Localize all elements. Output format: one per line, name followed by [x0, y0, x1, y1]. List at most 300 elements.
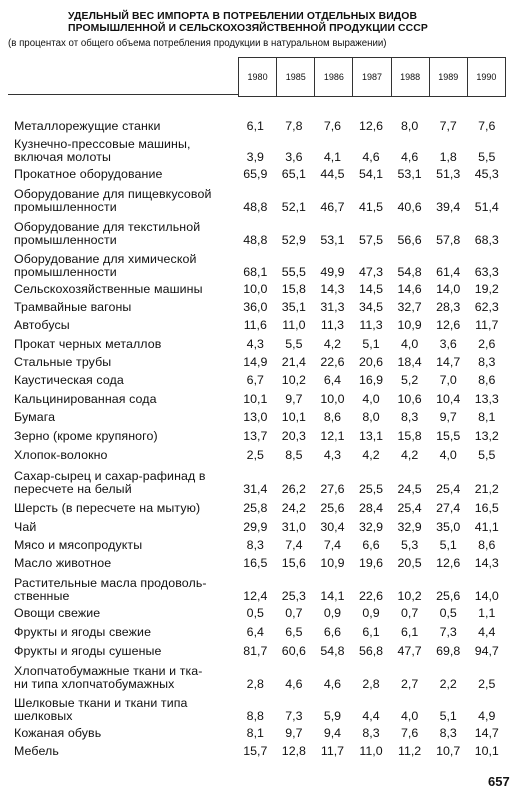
- table-cell: 10,7: [436, 744, 461, 758]
- row-label: [14, 188, 236, 214]
- table-cell: 7,6: [323, 119, 342, 133]
- row-label-line: Оборудование для текстильной: [14, 220, 201, 234]
- table-cell: 10,1: [474, 744, 499, 758]
- table-cell: 60,6: [281, 644, 306, 658]
- row-label: [14, 338, 236, 351]
- row-label: [14, 607, 236, 620]
- table-cell: 9,7: [439, 410, 457, 424]
- table-cell: 4,3: [246, 337, 264, 351]
- table-cell: 2,8: [362, 677, 380, 691]
- table-cell: 14,1: [320, 589, 345, 603]
- table-cell: 8,0: [400, 119, 419, 133]
- row-label-line: промышленности: [14, 265, 117, 279]
- row-label: [14, 539, 236, 552]
- table-cell: 2,6: [478, 337, 496, 351]
- row-label-line: Кожаная обувь: [14, 726, 102, 740]
- table-cell: 6,1: [400, 625, 419, 639]
- table-cell: 40,6: [397, 200, 422, 214]
- table-cell: 12,4: [243, 589, 268, 603]
- table-cell: 0,5: [439, 606, 457, 620]
- table-cell: 14,5: [358, 282, 384, 296]
- table-cell: 10,2: [281, 373, 306, 387]
- table-cell: 15,8: [397, 429, 422, 443]
- table-cell: 81,7: [243, 644, 268, 658]
- table-cell: 11,3: [359, 318, 383, 332]
- table-cell: 6,7: [246, 373, 264, 387]
- table-cell: 5,9: [323, 709, 342, 723]
- table-cell: 30,4: [320, 520, 345, 534]
- row-label-line: пересчете на белый: [14, 482, 132, 496]
- table-cell: 29,9: [243, 520, 268, 534]
- row-values: [236, 645, 506, 658]
- table-cell: 28,4: [358, 501, 384, 515]
- table-cell: 12,1: [320, 429, 345, 443]
- table-cell: 49,9: [320, 265, 345, 279]
- table-cell: 7,3: [439, 625, 457, 639]
- table-cell: 4,3: [323, 448, 342, 462]
- table-cell: 41,1: [474, 520, 499, 534]
- table-cell: 44,5: [320, 167, 345, 181]
- row-values: [236, 234, 506, 247]
- table-cell: 94,7: [474, 644, 499, 658]
- row-label-line: Овощи свежие: [14, 606, 101, 620]
- row-values: [236, 626, 506, 639]
- table-cell: 13,3: [474, 392, 499, 406]
- table-cell: 8,3: [478, 355, 496, 369]
- table-cell: 8,6: [478, 538, 496, 552]
- row-label-line: ственные: [14, 589, 70, 603]
- table-cell: 7,6: [478, 119, 496, 133]
- row-label: [14, 626, 236, 639]
- table-cell: 6,4: [246, 625, 264, 639]
- table-cell: 20,3: [281, 429, 306, 443]
- table-cell: 4,6: [285, 677, 303, 691]
- table-cell: 19,2: [474, 282, 499, 296]
- table-cell: 39,4: [436, 200, 461, 214]
- table-cell: 41,5: [358, 200, 384, 214]
- row-label-line: Чай: [14, 520, 37, 534]
- row-label: [14, 449, 236, 462]
- table-cell: 4,2: [323, 337, 342, 351]
- table-cell: 8,6: [323, 410, 342, 424]
- table-cell: 65,9: [243, 167, 268, 181]
- table-cell: 5,3: [400, 538, 419, 552]
- table-cell: 8,3: [439, 726, 457, 740]
- row-label-line: Шерсть (в пересчете на мытую): [14, 501, 201, 515]
- row-label-line: Трамвайные вагоны: [14, 300, 132, 314]
- table-cell: 2,8: [246, 677, 264, 691]
- table-cell: 62,3: [474, 300, 499, 314]
- row-label-line: Фрукты и ягоды сушеные: [14, 644, 162, 658]
- table-cell: 4,0: [362, 392, 380, 406]
- year-header-cell: 1987: [352, 58, 390, 96]
- year-header-cell: 1980: [238, 58, 276, 96]
- row-label-line: Хлопок-волокно: [14, 448, 108, 462]
- table-cell: 26,2: [281, 482, 306, 496]
- table-cell: 6,6: [323, 625, 342, 639]
- table-cell: 22,6: [358, 589, 384, 603]
- table-cell: 13,0: [243, 410, 268, 424]
- row-label-line: Стальные трубы: [14, 355, 112, 369]
- table-cell: 4,6: [323, 677, 342, 691]
- table-title: [68, 11, 508, 34]
- table-cell: 35,1: [281, 300, 306, 314]
- table-cell: 7,6: [400, 726, 419, 740]
- table-cell: 31,4: [243, 482, 268, 496]
- table-cell: 7,4: [323, 538, 342, 552]
- table-cell: 2,2: [439, 677, 457, 691]
- table-cell: 25,5: [358, 482, 384, 496]
- table-cell: 6,5: [285, 625, 303, 639]
- row-label-line: Прокат черных металлов: [14, 337, 162, 351]
- table-cell: 25,4: [397, 501, 422, 515]
- table-cell: 9,4: [323, 726, 342, 740]
- table-cell: 0,7: [285, 606, 303, 620]
- table-cell: 4,4: [478, 625, 496, 639]
- row-values: [236, 483, 506, 496]
- table-cell: 68,1: [243, 265, 268, 279]
- table-cell: 11,3: [320, 318, 345, 332]
- table-cell: 21,2: [474, 482, 499, 496]
- table-cell: 1,8: [439, 150, 457, 164]
- row-label-line: ни типа хлопчатобумажных: [14, 677, 175, 691]
- table-cell: 13,2: [474, 429, 499, 443]
- table-cell: 12,6: [358, 119, 384, 133]
- year-header-cell: 1988: [391, 58, 429, 96]
- table-cell: 12,6: [436, 556, 461, 570]
- table-cell: 28,3: [436, 300, 461, 314]
- table-cell: 54,8: [320, 644, 345, 658]
- table-cell: 25,6: [436, 589, 461, 603]
- table-cell: 51,4: [474, 200, 499, 214]
- table-cell: 1,1: [478, 606, 496, 620]
- table-cell: 53,1: [320, 233, 345, 247]
- row-values: [236, 301, 506, 314]
- table-cell: 3,9: [246, 150, 264, 164]
- table-cell: 7,0: [439, 373, 457, 387]
- table-cell: 56,8: [358, 644, 384, 658]
- table-cell: 0,9: [323, 606, 342, 620]
- row-label: [14, 283, 236, 296]
- table-cell: 47,7: [397, 644, 422, 658]
- table-cell: 54,1: [358, 167, 384, 181]
- title-line-2: ПРОМЫШЛЕННОЙ И СЕЛЬСКОХОЗЯЙСТВЕННОЙ ПРОДУКЦИИ СССР: [68, 22, 428, 34]
- table-cell: 14,9: [243, 355, 268, 369]
- table-cell: 4,6: [400, 150, 419, 164]
- table-cell: 9,7: [285, 726, 303, 740]
- table-cell: 0,7: [400, 606, 419, 620]
- table-cell: 68,3: [474, 233, 499, 247]
- row-label-line: Оборудование для химической: [14, 252, 197, 266]
- row-values: [236, 168, 506, 181]
- table-cell: 27,6: [320, 482, 345, 496]
- row-label: [14, 665, 236, 691]
- row-label: [14, 356, 236, 369]
- table-cell: 6,1: [362, 625, 380, 639]
- table-cell: 10,1: [281, 410, 306, 424]
- row-values: [236, 338, 506, 351]
- table-cell: 11,7: [320, 744, 345, 758]
- table-cell: 10,0: [320, 392, 345, 406]
- row-label: [14, 745, 236, 758]
- table-cell: 5,5: [478, 150, 496, 164]
- row-label: [14, 138, 236, 164]
- table-cell: 52,1: [281, 200, 306, 214]
- row-label-line: Кальцинированная сода: [14, 392, 157, 406]
- table-cell: 25,3: [281, 589, 306, 603]
- table-cell: 61,4: [436, 265, 461, 279]
- table-cell: 16,9: [358, 373, 384, 387]
- table-cell: 11,0: [359, 744, 383, 758]
- table-cell: 4,4: [362, 709, 380, 723]
- title-line-1: УДЕЛЬНЫЙ ВЕС ИМПОРТА В ПОТРЕБЛЕНИИ ОТДЕЛЬНЫХ ВИДОВ: [68, 11, 418, 22]
- row-label: [14, 253, 236, 279]
- page-number: 657: [488, 774, 510, 789]
- table-cell: 4,2: [362, 448, 380, 462]
- table-cell: 65,1: [281, 167, 306, 181]
- table-cell: 57,8: [436, 233, 461, 247]
- table-cell: 10,9: [320, 556, 345, 570]
- table-cell: 4,0: [439, 448, 457, 462]
- row-values: [236, 393, 506, 406]
- table-cell: 36,0: [243, 300, 268, 314]
- table-cell: 3,6: [439, 337, 457, 351]
- table-cell: 52,9: [281, 233, 306, 247]
- table-cell: 4,2: [400, 448, 419, 462]
- table-cell: 16,5: [474, 501, 499, 515]
- table-cell: 27,4: [436, 501, 461, 515]
- row-values: [236, 356, 506, 369]
- table-cell: 10,9: [397, 318, 422, 332]
- row-values: [236, 539, 506, 552]
- header-divider: [8, 94, 238, 95]
- table-cell: 5,1: [439, 538, 457, 552]
- table-cell: 31,0: [281, 520, 306, 534]
- table-cell: 4,6: [362, 150, 380, 164]
- table-cell: 63,3: [474, 265, 499, 279]
- row-values: [236, 678, 506, 691]
- table-cell: 32,9: [397, 520, 422, 534]
- row-label-line: Сельскохозяйственные машины: [14, 282, 203, 296]
- table-cell: 14,7: [436, 355, 461, 369]
- table-cell: 5,1: [362, 337, 380, 351]
- table-cell: 13,7: [243, 429, 268, 443]
- row-label-line: Фрукты и ягоды свежие: [14, 625, 152, 639]
- row-values: [236, 430, 506, 443]
- row-values: [236, 590, 506, 603]
- table-cell: 45,3: [474, 167, 499, 181]
- row-label: [14, 557, 236, 570]
- row-label: [14, 221, 236, 247]
- table-cell: 4,9: [478, 709, 496, 723]
- table-cell: 55,5: [281, 265, 306, 279]
- table-cell: 20,5: [397, 556, 422, 570]
- row-label: [14, 411, 236, 424]
- table-cell: 5,5: [478, 448, 496, 462]
- row-label: [14, 470, 236, 496]
- row-label: [14, 168, 236, 181]
- table-cell: 32,7: [397, 300, 422, 314]
- table-cell: 31,3: [320, 300, 345, 314]
- row-values: [236, 374, 506, 387]
- table-cell: 0,9: [362, 606, 380, 620]
- table-cell: 6,6: [362, 538, 380, 552]
- table-cell: 10,1: [243, 392, 268, 406]
- table-cell: 3,6: [285, 150, 303, 164]
- table-cell: 2,7: [400, 677, 419, 691]
- table-cell: 15,8: [281, 282, 306, 296]
- row-label: [14, 374, 236, 387]
- row-values: [236, 201, 506, 214]
- row-label-line: Бумага: [14, 410, 56, 424]
- row-values: [236, 727, 506, 740]
- table-cell: 24,5: [397, 482, 422, 496]
- table-cell: 54,8: [397, 265, 422, 279]
- table-cell: 8,1: [246, 726, 264, 740]
- table-cell: 25,4: [436, 482, 461, 496]
- table-cell: 48,8: [243, 200, 268, 214]
- table-cell: 2,5: [478, 677, 496, 691]
- table-cell: 16,5: [243, 556, 268, 570]
- row-label-line: Зерно (кроме крупяного): [14, 429, 158, 443]
- table-cell: 32,9: [358, 520, 384, 534]
- table-cell: 46,7: [320, 200, 345, 214]
- table-cell: 5,1: [439, 709, 457, 723]
- row-label: [14, 120, 236, 133]
- row-label-line: Металлорежущие станки: [14, 119, 161, 133]
- row-label-line: Кузнечно-прессовые машины,: [14, 137, 191, 151]
- table-cell: 7,4: [285, 538, 303, 552]
- table-cell: 69,8: [436, 644, 461, 658]
- row-label-line: шелковых: [14, 709, 73, 723]
- table-cell: 8,3: [362, 726, 380, 740]
- row-values: [236, 411, 506, 424]
- table-cell: 9,7: [285, 392, 303, 406]
- table-cell: 12,8: [281, 744, 306, 758]
- row-label-line: Сахар-сырец и сахар-рафинад в: [14, 469, 206, 483]
- row-values: [236, 710, 506, 723]
- table-cell: 15,7: [243, 744, 268, 758]
- table-cell: 14,7: [474, 726, 499, 740]
- table-cell: 51,3: [436, 167, 461, 181]
- row-label-line: промышленности: [14, 233, 117, 247]
- table-cell: 0,5: [246, 606, 264, 620]
- row-values: [236, 449, 506, 462]
- table-cell: 10,6: [397, 392, 422, 406]
- row-values: [236, 319, 506, 332]
- table-cell: 6,4: [323, 373, 342, 387]
- row-values: [236, 521, 506, 534]
- table-cell: 4,0: [400, 709, 419, 723]
- table-cell: 11,7: [475, 318, 499, 332]
- table-cell: 14,6: [397, 282, 422, 296]
- table-cell: 7,3: [285, 709, 303, 723]
- table-cell: 8,8: [246, 709, 264, 723]
- table-cell: 8,1: [478, 410, 496, 424]
- table-cell: 10,4: [436, 392, 461, 406]
- table-cell: 14,0: [436, 282, 461, 296]
- table-cell: 6,1: [246, 119, 264, 133]
- row-label: [14, 697, 236, 723]
- row-label: [14, 393, 236, 406]
- row-label-line: промышленности: [14, 200, 117, 214]
- table-cell: 35,0: [436, 520, 461, 534]
- row-label-line: включая молоты: [14, 150, 111, 164]
- table-cell: 7,8: [285, 119, 303, 133]
- row-values: [236, 557, 506, 570]
- table-cell: 8,5: [285, 448, 303, 462]
- row-label-line: Мебель: [14, 744, 59, 758]
- row-label-line: Растительные масла продоволь-: [14, 576, 207, 590]
- table-cell: 14,3: [474, 556, 499, 570]
- table-cell: 21,4: [281, 355, 306, 369]
- year-header: [238, 57, 506, 97]
- row-label-line: Каустическая сода: [14, 373, 124, 387]
- table-cell: 25,8: [243, 501, 268, 515]
- row-values: [236, 120, 506, 133]
- table-cell: 4,0: [400, 337, 419, 351]
- table-cell: 22,6: [320, 355, 345, 369]
- row-values: [236, 283, 506, 296]
- table-cell: 18,4: [397, 355, 422, 369]
- table-cell: 7,7: [439, 119, 457, 133]
- table-cell: 48,8: [243, 233, 268, 247]
- row-label-line: Прокатное оборудование: [14, 167, 163, 181]
- table-cell: 57,5: [358, 233, 384, 247]
- table-cell: 11,6: [243, 318, 267, 332]
- table-cell: 2,5: [246, 448, 264, 462]
- row-label: [14, 502, 236, 515]
- table-cell: 10,0: [243, 282, 268, 296]
- year-header-cell: 1989: [429, 58, 467, 96]
- row-label-line: Масло животное: [14, 556, 112, 570]
- table-cell: 13,1: [358, 429, 384, 443]
- year-header-cell: 1990: [467, 58, 506, 96]
- table-cell: 53,1: [397, 167, 422, 181]
- row-label: [14, 521, 236, 534]
- row-values: [236, 607, 506, 620]
- table-cell: 8,3: [246, 538, 264, 552]
- table-cell: 5,2: [400, 373, 419, 387]
- year-header-cell: 1985: [276, 58, 314, 96]
- table-cell: 11,0: [282, 318, 306, 332]
- table-cell: 15,5: [436, 429, 461, 443]
- table-cell: 47,3: [358, 265, 384, 279]
- table-cell: 15,6: [281, 556, 306, 570]
- row-label: [14, 577, 236, 603]
- row-values: [236, 745, 506, 758]
- table-cell: 14,3: [320, 282, 345, 296]
- row-label-line: Шелковые ткани и ткани типа: [14, 696, 188, 710]
- row-label: [14, 727, 236, 740]
- row-values: [236, 266, 506, 279]
- table-cell: 12,6: [436, 318, 461, 332]
- row-values: [236, 151, 506, 164]
- table-cell: 19,6: [358, 556, 384, 570]
- row-values: [236, 502, 506, 515]
- table-cell: 24,2: [281, 501, 306, 515]
- table-cell: 10,2: [397, 589, 422, 603]
- row-label-line: Оборудование для пищевкусовой: [14, 187, 212, 201]
- table-cell: 5,5: [285, 337, 303, 351]
- table-cell: 14,0: [474, 589, 499, 603]
- table-cell: 34,5: [358, 300, 384, 314]
- table-cell: 4,1: [323, 150, 342, 164]
- row-label: [14, 430, 236, 443]
- table-cell: 8,6: [478, 373, 496, 387]
- table-cell: 20,6: [358, 355, 384, 369]
- year-header-cell: 1986: [314, 58, 352, 96]
